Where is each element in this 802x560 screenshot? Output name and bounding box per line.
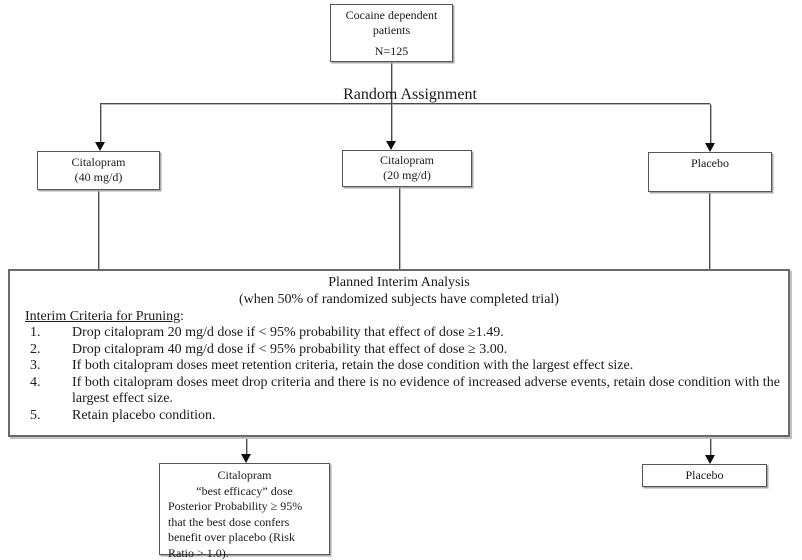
arm-label: Citalopram [71,155,126,169]
criteria-item-text: Drop citalopram 40 mg/d dose if < 95% probability that effect of dose ≥ 3.00. [72,341,508,357]
connector-arm40-to-interim [98,190,99,269]
criteria-item [18,375,780,408]
outcome-line: “best efficacy” dose [196,483,293,498]
outcome-line: Posterior Probability ≥ 95% [168,499,303,513]
connector-arm20-to-interim [399,187,400,269]
criteria-heading-text: Interim Criteria for Pruning [25,309,181,324]
criteria-item [18,342,780,359]
outcome-label: Placebo [685,468,724,482]
criteria-item-number: 4. [30,374,41,390]
criteria-item [18,408,780,425]
criteria-item-number: 3. [30,358,41,373]
arm-dose: (40 mg/d) [74,170,123,184]
criteria-item [18,325,780,342]
arm-box-citalopram-40 [37,151,160,190]
interim-title: Planned Interim Analysis [328,275,470,290]
connector-rail-to-arm40 [100,104,101,142]
enrollment-box [330,4,453,62]
criteria-heading-colon: : [180,309,185,324]
arm-dose: (20 mg/d) [383,168,431,182]
random-assignment-label: Random Assignment [343,86,477,103]
enrollment-n: N=125 [374,44,409,58]
connector-rail-to-arm20 [391,104,392,141]
interim-analysis-box [8,269,790,437]
arm-label: Placebo [691,156,729,170]
arrow-down-icon [386,141,396,150]
connector-interim-to-placebo-end [710,437,711,455]
arm-box-placebo [648,152,772,192]
criteria-item-number: 2. [30,341,41,357]
criteria-item-text: If both citalopram doses meet drop criteria and there is no evidence of increased adverse events, retain dose condition with the largest effect size. [72,374,780,406]
arrow-down-icon [241,454,251,463]
criteria-item-number: 5. [30,407,41,423]
criteria-item-text: Retain placebo condition. [72,407,216,423]
arrow-down-icon [705,455,715,464]
outcome-line: Ratio > 1.0). [168,545,229,560]
outcome-box-citalopram-best-dose [159,463,330,560]
criteria-heading [25,308,780,325]
outcome-line: Citalopram [217,468,272,482]
outcome-box-placebo [642,464,767,487]
outcome-line: that the best dose confers [168,514,290,529]
connector-placebo-to-interim [709,188,710,269]
criteria-item-text: Drop citalopram 20 mg/d dose if < 95% probability that effect of dose ≥1.49. [72,325,504,340]
enrollment-line1: Cocaine dependent [345,8,438,22]
interim-subtitle: (when 50% of randomized subjects have completed trial) [239,292,559,307]
outcome-line: benefit over placebo (Risk [168,530,295,544]
arm-label: Citalopram [380,153,434,167]
connector-rail-to-placebo [710,104,711,143]
arrow-down-icon [95,142,105,151]
criteria-item-text: If both citalopram doses meet retention criteria, retain the dose condition with the largest effect size. [72,358,634,373]
arrow-down-icon [705,143,715,152]
arm-box-citalopram-20 [342,150,472,187]
criteria-item [18,358,780,375]
connector-interim-to-best-dose [246,437,247,454]
enrollment-line2: patients [372,23,411,37]
criteria-item-number: 1. [30,325,41,340]
